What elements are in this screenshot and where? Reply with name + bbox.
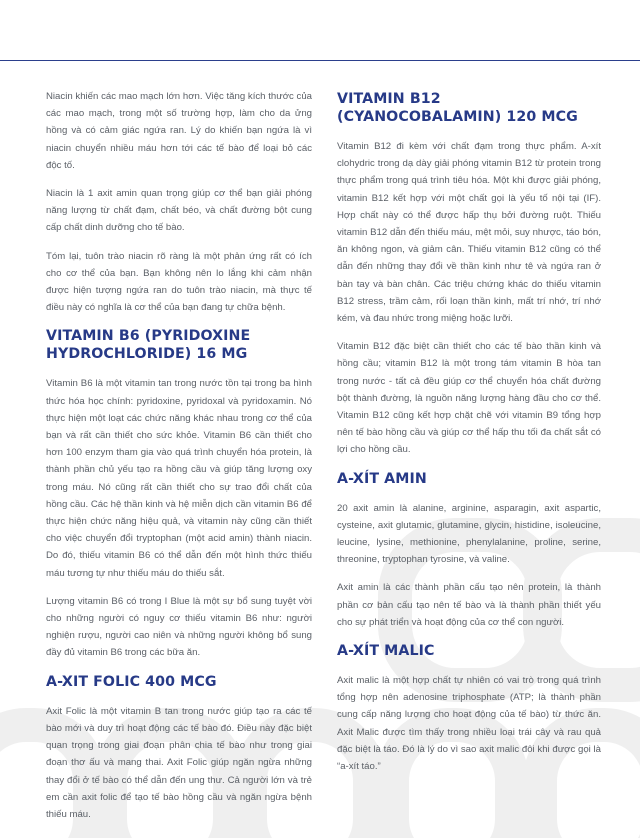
right-column: [337, 90, 601, 786]
intro-paragraph: Tóm lại, tuôn trào niacin rõ ràng là một phản ứng rất có ích cho cơ thể của bạn. Bạn không nên lo lắng khi cảm nhận được hiện tượng ngứa ran do tuôn trào niacin, mà thực tế điều này có nghĩa là cơ thể của bạn đang tự chữa bệnh.: [46, 250, 312, 314]
intro-paragraph: Niacin khiến các mao mạch lớn hơn. Việc tăng kích thước của các mao mạch, trong một số trường hợp, làm cho da ửng hồng và có cảm giác ngứa ran. Lý do khiến bạn ngứa là vì niacin chuyển nhiều máu hơn tới các tế bào để loại bỏ các độc tố.: [46, 91, 312, 171]
vitamin-b12-paragraph: Vitamin B12 đi kèm với chất đạm trong thực phẩm. A-xít clohydric trong dạ dày giải phóng vitamin B12 từ protein trong thực phẩm trong quá trình tiêu hóa. Một khi được giải phóng, vitamin B12 kết hợp với một chất gọi là yếu tố nội tại (IF). Hợp chất này có thể được hấp thụ bởi đường ruột. Thiếu vitamin B12 dẫn đến thiếu máu, mệt mỏi, suy nhược, táo bón, ăn không ngon, và giảm cân. Thiếu vitamin B12 cũng có thể dẫn đến những thay đổi về thần kinh như tê và ngứa ran ở bàn tay và bàn chân. Các triệu chứng khác do thiếu vitamin B12 stress, trầm cảm, rối loạn thần kinh, mất trí nhớ, trí nhớ kém, và đau nhức trong miệng hoặc lưỡi.: [337, 141, 601, 325]
amino-acid-heading: A-XÍT AMIN: [337, 470, 427, 487]
vitamin-b6-paragraph: Vitamin B6 là một vitamin tan trong nước tồn tại trong ba hình thức hóa học chính: pyridoxine, pyridoxal và pyridoxamin. Nó thực hiện một loạt các chức năng khác nhau trong cơ thể của bạn và rất cần thiết cho sức khỏe. Vitamin B6 cần thiết cho hơn 100 enzym tham gia vào quá trình chuyển hóa protein, là thành phần chủ yếu tạo ra hồng cầu và giúp tăng lượng oxy trong máu. Nó cũng rất cần thiết cho sự trao đổi chất của hồng cầu. Các hệ thần kinh và hệ miễn dịch cần vitamin B6 để thực hiện chức năng hiệu quả, và vitamin này cũng cần thiết cho việc chuyển đổi tryptophan (một acid amin) thành niacin. Do đó, thiếu vitamin B6 có thể dẫn đến một hình thức thiếu máu tương tự như thiếu máu do thiếu sắt.: [46, 378, 312, 579]
intro-paragraph: Niacin là 1 axit amin quan trọng giúp cơ thể bạn giải phóng năng lượng từ chất đạm, chất béo, và chất đường bột cung cấp chất dinh dưỡng cho tế bào.: [46, 188, 312, 234]
folic-acid-paragraph: Axit Folic là một vitamin B tan trong nước giúp tạo ra các tế bào mới và duy trì hoạt động các tế bào đó. Điều này đặc biệt quan trọng trong giai đoạn phân chia tế bào như trong giai đoạn thơ ấu và mang thai. Axit Folic giúp ngăn ngừa những thay đổi ở tế bào có thể dẫn đến ung thư. Cả người lớn và trẻ em cần axit folic để tạo tế bào hồng cầu và ngăn ngừa bệnh thiếu máu.: [46, 705, 312, 820]
amino-acid-paragraph: Axit amin là các thành phần cấu tạo nên protein, là thành phần cơ bản cấu tạo nên tế bào và là thành phần thiết yếu cho sự phát triển và hoạt động của cơ thể con người.: [337, 582, 601, 628]
header-rule: [0, 60, 640, 61]
left-column: [46, 88, 312, 834]
vitamin-b6-heading: VITAMIN B6 (PYRIDOXINE HYDROCHLORIDE) 16 MG: [46, 328, 251, 363]
malic-acid-heading: A-XÍT MALIC: [337, 643, 435, 660]
folic-acid-heading: A-XIT FOLIC 400 MCG: [46, 673, 217, 690]
amino-acid-paragraph: 20 axit amin là alanine, arginine, asparagin, axit aspartic, cysteine, axit glutamic, glutamine, glycin, histidine, isoleucine, leucine, lysine, methionine, phenylalanine, proline, serine, threonine, tryptophan tyrosine, và valine.: [337, 502, 601, 566]
malic-acid-paragraph: Axit malic là một hợp chất tự nhiên có vai trò trong quá trình tổng hợp nên adenosine triphosphate (ATP; là thành phần cung cấp năng lượng cho hoạt động của tế bào) từ thức ăn. Axit Malic được tìm thấy trong nhiều loại trái cây và rau quả đặc biệt là táo. Đó là lý do vì sao axit malic đôi khi được gọi là “a-xít táo.”: [337, 675, 601, 773]
vitamin-b12-paragraph: Vitamin B12 đặc biệt cần thiết cho các tế bào thần kinh và hồng cầu; vitamin B12 là một trong tám vitamin B hòa tan trong nước - tất cả đều giúp cơ thể chuyển hóa chất đường bột thành đường, là nguồn năng lượng hàng đầu cho cơ thể. Vitamin B12 cũng kết hợp chặt chẽ với vitamin B9 tổng hợp nên tế bào hồng cầu và giúp cơ thể hấp thu tối đa chất sắt có lợi cho hồng cầu.: [337, 341, 601, 456]
vitamin-b6-paragraph: Lượng vitamin B6 có trong I Blue là một sự bổ sung tuyệt vời cho những người có nguy cơ thiếu vitamin B6 như: người nghiện rượu, người cao niên và những người không bổ sung đầy đủ vitamin B6 trong các bữa ăn.: [46, 595, 312, 659]
vitamin-b12-heading: VITAMIN B12 (CYANOCOBALAMIN) 120 MCG: [337, 91, 578, 125]
